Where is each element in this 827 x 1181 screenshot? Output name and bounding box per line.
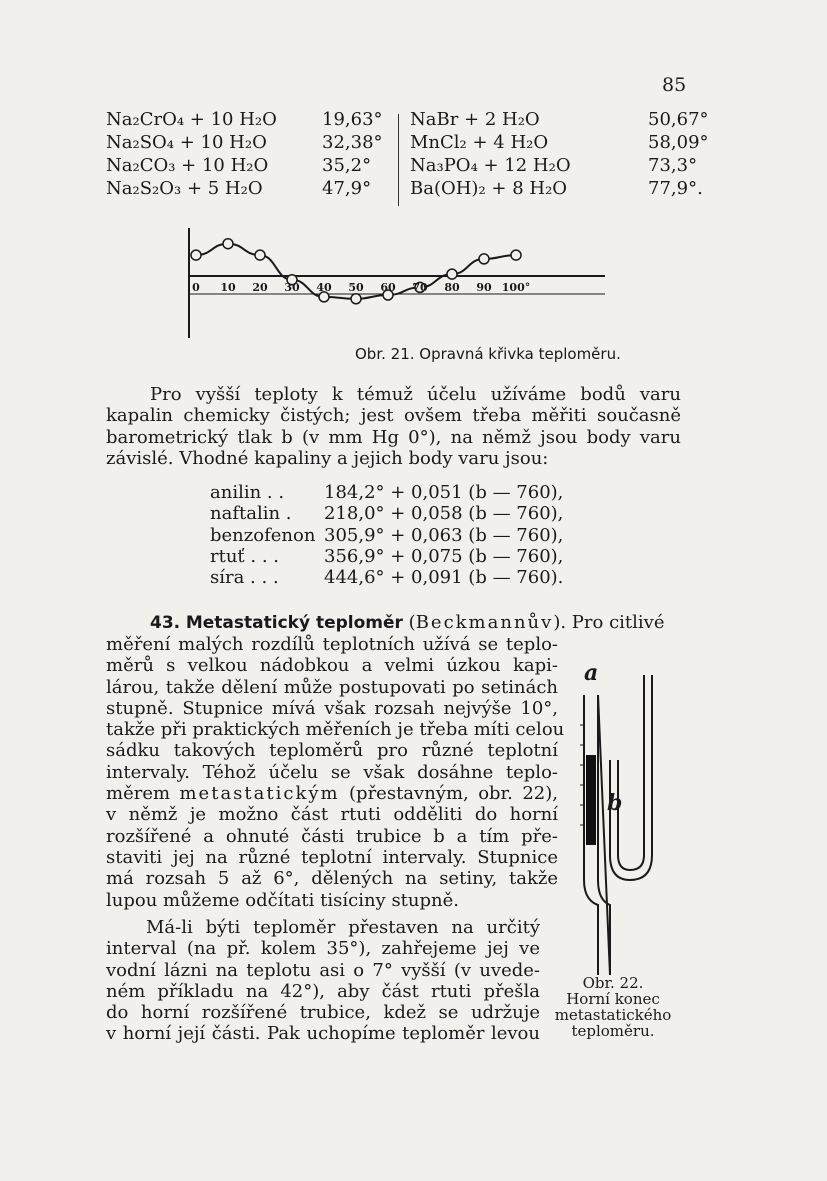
x-tick-label: 70 [412,281,428,294]
liquids-table [210,482,563,588]
label-a: a [584,660,599,686]
section-title: Metastatický teploměr [185,613,403,633]
paragraph-beckmann: měření malých rozdílů teplotních užívá se teplo- měrů s velkou nádobkou a velmi úzkou kapi- lárou, takže dělení může postupovati po setinách stupně. Stupnice mívá však rozsah nejvýše 10°, takže při praktických měřeních je třeba míti celou sádku takových teploměrů pro různé teplotní intervaly. Téhož účelu se však dosáhne teplo- měrem metastatickým (přestavným, obr. 22), v němž je možno část rtuti odděliti do horní rozšířené a ohnuté části trubice b a tím pře- staviti jej na různé teplotní intervaly. Stupnice má rozsah 5 až 6°, dělených na setiny, takže lupou můžeme odčítati tisíciny stupně. [106,634,565,911]
liquid-row: benzofenon 305,9° + 0,063 (b — 760), [210,524,564,546]
salt-row: Na₂S₂O₃ + 5 H₂O 47,9° [106,178,372,199]
salt-table-right [410,108,709,200]
author-name: Beckmannův [415,612,554,633]
x-tick-label: 0 [192,281,200,294]
x-tick-label: 10 [220,281,236,294]
paragraph-adjust: Má-li býti teploměr přestaven na určitý interval (na př. kolem 35°), zahřejeme jej ve vodní lázni na teplotu asi o 7° vyšší (v uvede- ném příkladu na 42°), aby část rtuti přešla do horní rozšířené trubice, kdež se udržuje v horní její části. Pak uchopíme teploměr levou [106,917,540,1045]
data-point [255,250,265,260]
capillary-bend [610,675,652,880]
salt-row: Na₃PO₄ + 12 H₂O 73,3° [410,155,698,176]
salt-row: Na₂CO₃ + 10 H₂O 35,2° [106,155,372,176]
correction-curve-figure [180,220,610,345]
x-tick-label: 60 [380,281,396,294]
x-tick-label: 30 [284,281,300,294]
x-tick-label: 40 [316,281,332,294]
figure-22-caption: Obr. 22. Horní konec metastatického teploměru. [554,974,672,1040]
data-point [223,239,233,249]
x-tick-label: 80 [444,281,460,294]
data-point [447,269,457,279]
paragraph-boiling-points: Pro vyšší teploty k témuž účelu užíváme bodů varu kapalin chemicky čistých; jest ovšem třeba měřiti současně barometrický tlak b (v mm Hg 0°), na němž jsou body varu závislé. Vhodné kapaliny a jejich body varu jsou: [106,384,681,469]
liquid-row: naftalin . 218,0° + 0,058 (b — 760), [210,503,564,525]
x-tick-label: 90 [476,281,492,294]
page-number: 85 [662,74,687,96]
data-point [479,254,489,264]
data-point [191,250,201,260]
label-b: b [607,790,623,816]
section-number: 43. [150,613,181,633]
mercury-column [586,755,596,845]
liquid-row: rtuť . . . 356,9° + 0,075 (b — 760), [210,545,564,567]
x-tick-label: 20 [252,281,268,294]
figure-21-caption: Obr. 21. Opravná křivka teploměru. [355,345,621,363]
x-tick-label: 100° [501,281,531,294]
beckmann-thermometer-figure [560,655,680,975]
salt-row: Na₂SO₄ + 10 H₂O 32,38° [106,132,383,153]
salt-row: MnCl₂ + 4 H₂O 58,09° [410,132,709,153]
data-point [511,250,521,260]
table-divider [398,114,399,206]
x-tick-label: 50 [348,281,364,294]
data-point [351,294,361,304]
salt-table-left [106,108,383,200]
salt-row: NaBr + 2 H₂O 50,67° [410,109,709,130]
liquid-row: anilin . . 184,2° + 0,051 (b — 760), [210,482,564,503]
liquid-row: síra . . . 444,6° + 0,091 (b — 760). [210,567,564,589]
salt-row: Na₂CrO₄ + 10 H₂O 19,63° [106,109,383,130]
salt-row: Ba(OH)₂ + 8 H₂O 77,9°. [410,178,703,199]
section-heading: 43. Metastatický teploměr (Beckmannův). Pro citlivé [150,612,665,633]
